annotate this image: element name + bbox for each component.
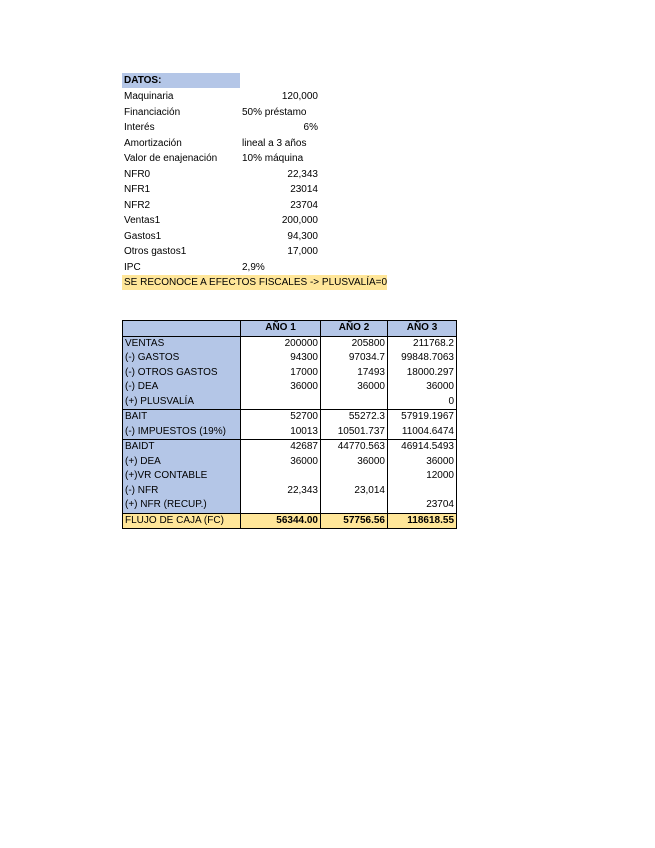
header-blank — [123, 321, 241, 337]
table-row — [123, 351, 457, 366]
cell: 46914.5493 — [388, 440, 457, 455]
cell — [321, 395, 388, 410]
datos-label: NFR2 — [124, 199, 151, 211]
table-row — [123, 380, 457, 395]
datos-title: DATOS: — [122, 73, 240, 88]
cell: 17493 — [321, 366, 388, 381]
header-ano-1: AÑO 1 — [241, 321, 321, 337]
datos-value: 22,343 — [287, 168, 318, 180]
datos-row-maquinaria — [122, 89, 322, 104]
cell: 11004.6474 — [388, 425, 457, 440]
datos-value: 6% — [303, 122, 318, 133]
header-ano-2: AÑO 2 — [321, 321, 388, 337]
cell: 36000 — [321, 380, 388, 395]
datos-value: 23014 — [290, 184, 318, 195]
cell: 42687 — [241, 440, 321, 455]
cell — [241, 395, 321, 410]
cell: 0 — [388, 395, 457, 410]
datos-label: Ventas1 — [124, 215, 161, 226]
table-row — [123, 395, 457, 410]
cell: 10013 — [241, 425, 321, 440]
datos-row-gastos1 — [122, 229, 322, 244]
row-label: BAIT — [123, 410, 241, 425]
row-label: (-) IMPUESTOS (19%) — [123, 425, 241, 440]
datos-value: 2,9% — [242, 261, 265, 273]
table-row — [123, 425, 457, 440]
row-label: VENTAS — [123, 336, 241, 351]
datos-value: 50% préstamo — [242, 106, 307, 118]
datos-row-financiacion — [122, 105, 322, 120]
cashflow-header-row — [123, 321, 457, 337]
cell: 23704 — [388, 498, 457, 513]
datos-row-amortizacion — [122, 136, 322, 151]
cell — [388, 484, 457, 499]
datos-label: Gastos1 — [124, 230, 162, 242]
datos-row-enajenacion — [122, 151, 322, 166]
datos-label: Amortización — [124, 137, 182, 149]
datos-value: 200,000 — [281, 215, 318, 226]
total-cell: 56344.00 — [241, 513, 321, 529]
datos-value: lineal a 3 años — [242, 137, 307, 149]
datos-row-interes — [122, 120, 322, 135]
cell — [321, 469, 388, 484]
cell: 57919.1967 — [388, 410, 457, 425]
datos-row-otros-gastos1 — [122, 244, 322, 259]
datos-label: Maquinaria — [124, 91, 174, 102]
row-label: (-) NFR — [123, 484, 241, 499]
table-row — [123, 336, 457, 351]
cell — [241, 469, 321, 484]
plusvalia-note: SE RECONOCE A EFECTOS FISCALES -> PLUSVALÍA=0 — [124, 277, 388, 288]
datos-label: Valor de enajenación — [124, 153, 218, 164]
cell: 36000 — [241, 380, 321, 395]
table-row — [123, 366, 457, 381]
datos-label: NFR0 — [124, 168, 151, 180]
datos-label: Interés — [124, 122, 155, 133]
total-cell: 57756.56 — [321, 513, 388, 529]
cell: 52700 — [241, 410, 321, 425]
cashflow-table — [122, 320, 456, 529]
table-row — [123, 410, 457, 425]
datos-label: Financiación — [124, 106, 181, 118]
cell: 200000 — [241, 336, 321, 351]
datos-label: Otros gastos1 — [124, 246, 187, 257]
cell: 211768.2 — [388, 336, 457, 351]
cell: 99848.7063 — [388, 351, 457, 366]
table-row — [123, 498, 457, 513]
datos-row-ventas1 — [122, 213, 322, 228]
table-row — [123, 484, 457, 499]
header-ano-3: AÑO 3 — [388, 321, 457, 337]
cell — [241, 498, 321, 513]
cell: 36000 — [241, 455, 321, 470]
datos-value: 17,000 — [287, 246, 318, 257]
cell: 10501.737 — [321, 425, 388, 440]
datos-value: 10% máquina — [242, 153, 304, 164]
datos-label: NFR1 — [124, 184, 151, 195]
table-row — [123, 469, 457, 484]
cell: 44770.563 — [321, 440, 388, 455]
cell: 97034.7 — [321, 351, 388, 366]
row-label: (+) PLUSVALÍA — [123, 395, 241, 410]
cell: 94300 — [241, 351, 321, 366]
total-cell: 118618.55 — [388, 513, 457, 529]
datos-row-nfr1 — [122, 182, 322, 197]
row-label: (-) GASTOS — [123, 351, 241, 366]
datos-row-nfr0 — [122, 167, 322, 182]
cell — [321, 498, 388, 513]
datos-value: 120,000 — [281, 91, 318, 102]
row-label: (-) DEA — [123, 380, 241, 395]
cell: 22,343 — [241, 484, 321, 499]
datos-row-ipc — [122, 260, 322, 275]
datos-value: 23704 — [290, 199, 318, 211]
cell: 36000 — [388, 380, 457, 395]
cell: 23,014 — [321, 484, 388, 499]
cell: 36000 — [388, 455, 457, 470]
row-label: (+) NFR (RECUP.) — [123, 498, 241, 513]
row-label: (-) OTROS GASTOS — [123, 366, 241, 381]
datos-row-nfr2 — [122, 198, 322, 213]
cell: 55272.3 — [321, 410, 388, 425]
cell: 17000 — [241, 366, 321, 381]
cell: 36000 — [321, 455, 388, 470]
row-label: (+)VR CONTABLE — [123, 469, 241, 484]
row-label: (+) DEA — [123, 455, 241, 470]
cell: 12000 — [388, 469, 457, 484]
row-label: BAIDT — [123, 440, 241, 455]
table-row — [123, 440, 457, 455]
cell: 205800 — [321, 336, 388, 351]
total-label: FLUJO DE CAJA (FC) — [123, 513, 241, 529]
cell: 18000.297 — [388, 366, 457, 381]
datos-label: IPC — [124, 261, 141, 273]
total-row — [123, 513, 457, 529]
table-row — [123, 455, 457, 470]
datos-value: 94,300 — [287, 230, 318, 242]
